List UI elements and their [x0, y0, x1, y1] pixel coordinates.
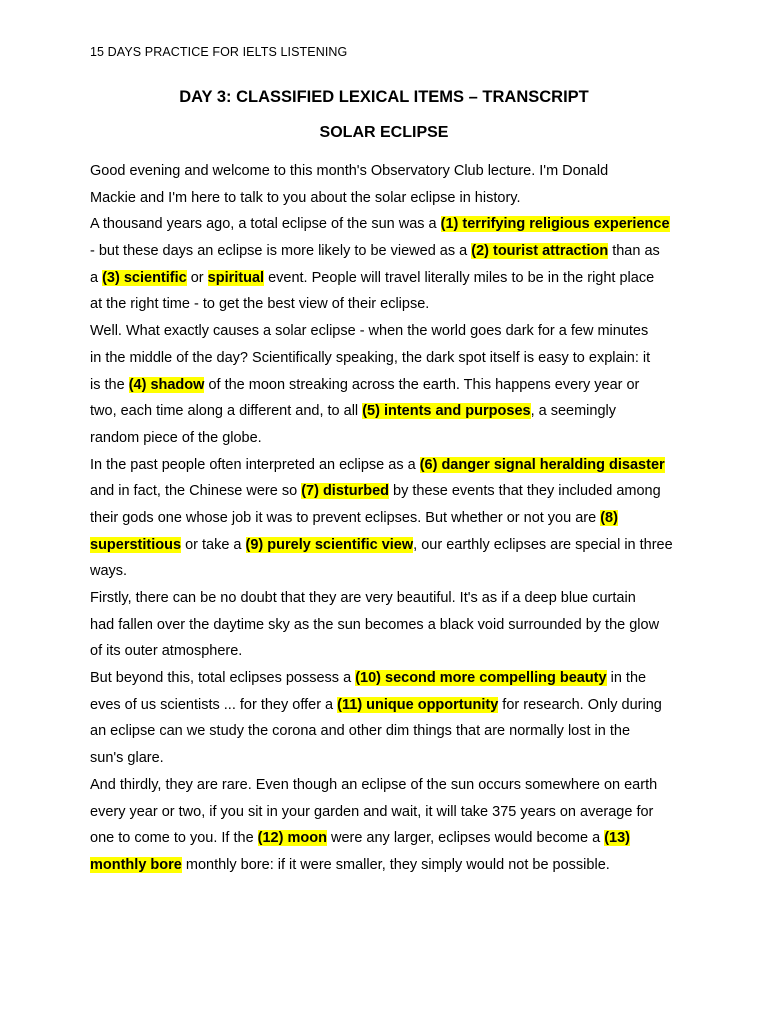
transcript-line	[90, 825, 690, 852]
running-header: 15 DAYS PRACTICE FOR IELTS LISTENING	[90, 45, 348, 59]
transcript-text: at the right time - to get the best view of their eclipse.	[90, 296, 430, 313]
transcript-text: their gods one whose job it was to prevent eclipses. But whether or not you are	[90, 509, 601, 526]
highlighted-answer: (8)	[600, 509, 618, 526]
highlighted-answer: superstitious	[90, 536, 182, 553]
transcript-line	[90, 692, 690, 719]
transcript-text: and in fact, the Chinese were so	[90, 483, 302, 500]
transcript-line	[90, 291, 690, 318]
transcript-line	[90, 211, 690, 238]
transcript-text: a	[90, 269, 103, 286]
transcript-text: ways.	[90, 563, 128, 580]
transcript-line	[90, 852, 690, 879]
transcript-text: Firstly, there can be no doubt that they are very beautiful. It's as if a deep blue curtain	[90, 590, 636, 606]
transcript-text: two, each time along a different and, to all	[90, 403, 363, 420]
transcript-text: Mackie and I'm here to talk to you about the solar eclipse in history.	[90, 189, 521, 206]
page-title: DAY 3: CLASSIFIED LEXICAL ITEMS – TRANSCRIPT	[179, 88, 589, 106]
highlighted-answer: (9) purely scientific view	[245, 536, 414, 553]
transcript-text: Well. What exactly causes a solar eclipse - when the world goes dark for a few minutes	[90, 323, 649, 340]
highlighted-answer: (4) shadow	[128, 376, 205, 393]
transcript-body	[90, 158, 690, 879]
transcript-text: random piece of the globe.	[90, 429, 262, 446]
highlighted-answer: (12) moon	[257, 830, 327, 847]
transcript-line	[90, 718, 690, 745]
highlighted-answer: (11) unique opportunity	[337, 696, 499, 713]
transcript-line	[90, 425, 690, 452]
transcript-line	[90, 318, 690, 345]
transcript-line	[90, 158, 690, 185]
transcript-line	[90, 185, 690, 212]
transcript-line	[90, 372, 690, 399]
transcript-line	[90, 532, 690, 559]
transcript-text: in the middle of the day? Scientifically speaking, the dark spot itself is easy to explain: it	[90, 349, 651, 366]
transcript-text: by these events that they included among	[389, 483, 661, 500]
transcript-text: an eclipse can we study the corona and other dim things that are normally lost in the	[90, 723, 631, 740]
transcript-text: , a seemingly	[530, 403, 617, 420]
transcript-text: But beyond this, total eclipses possess a	[90, 670, 356, 687]
transcript-line	[90, 558, 690, 585]
transcript-text: event. People will travel literally miles to be in the right place	[264, 269, 655, 286]
transcript-text: , our earthly eclipses are special in three	[413, 536, 673, 553]
highlighted-answer: (3) scientific	[102, 269, 187, 286]
transcript-text: had fallen over the daytime sky as the sun becomes a black void surrounded by the glow	[90, 616, 660, 633]
transcript-line	[90, 612, 690, 639]
transcript-text: were any larger, eclipses would become a	[326, 830, 605, 847]
highlighted-answer: (6) danger signal heralding disaster	[419, 456, 665, 473]
transcript-text: for research. Only during	[498, 696, 662, 713]
transcript-line	[90, 585, 690, 612]
highlighted-answer: (5) intents and purposes	[362, 403, 531, 420]
transcript-text: than as	[608, 243, 660, 260]
transcript-text: A thousand years ago, a total eclipse of the sun was a	[90, 216, 441, 233]
highlighted-answer: (13)	[604, 830, 630, 847]
transcript-line	[90, 799, 690, 826]
transcript-text: In the past people often interpreted an eclipse as a	[90, 456, 420, 473]
transcript-text: monthly bore: if it were smaller, they simply would not be possible.	[181, 856, 610, 873]
transcript-text: is the	[90, 376, 129, 393]
transcript-line	[90, 238, 690, 265]
highlighted-answer: (2) tourist attraction	[471, 243, 609, 260]
transcript-text: eves of us scientists ... for they offer a	[90, 696, 338, 713]
highlighted-answer: spiritual	[207, 269, 265, 286]
transcript-line	[90, 478, 690, 505]
transcript-line	[90, 398, 690, 425]
transcript-line	[90, 265, 690, 292]
transcript-line	[90, 452, 690, 479]
transcript-line	[90, 638, 690, 665]
highlighted-answer: monthly bore	[90, 856, 182, 873]
transcript-text: - but these days an eclipse is more likely to be viewed as a	[90, 243, 472, 260]
transcript-line	[90, 665, 690, 692]
highlighted-answer: (7) disturbed	[301, 483, 389, 500]
transcript-text: in the	[606, 670, 647, 687]
page-subtitle: SOLAR ECLIPSE	[319, 124, 449, 141]
transcript-text: or take a	[181, 536, 246, 553]
transcript-line	[90, 772, 690, 799]
transcript-text: of its outer atmosphere.	[90, 643, 243, 660]
transcript-text: one to come to you. If the	[90, 830, 258, 847]
transcript-line	[90, 745, 690, 772]
transcript-text: every year or two, if you sit in your garden and wait, it will take 375 years on average for	[90, 803, 654, 820]
transcript-text: sun's glare.	[90, 750, 164, 767]
highlighted-answer: (1) terrifying religious experience	[440, 216, 670, 233]
transcript-line	[90, 345, 690, 372]
highlighted-answer: (10) second more compelling beauty	[355, 670, 607, 687]
transcript-text: of the moon streaking across the earth. This happens every year or	[204, 376, 640, 393]
transcript-text: Good evening and welcome to this month's Observatory Club lecture. I'm Donald	[90, 163, 609, 179]
transcript-text: And thirdly, they are rare. Even though an eclipse of the sun occurs somewhere on earth	[90, 776, 658, 793]
transcript-line	[90, 505, 690, 532]
transcript-text: or	[186, 269, 208, 286]
